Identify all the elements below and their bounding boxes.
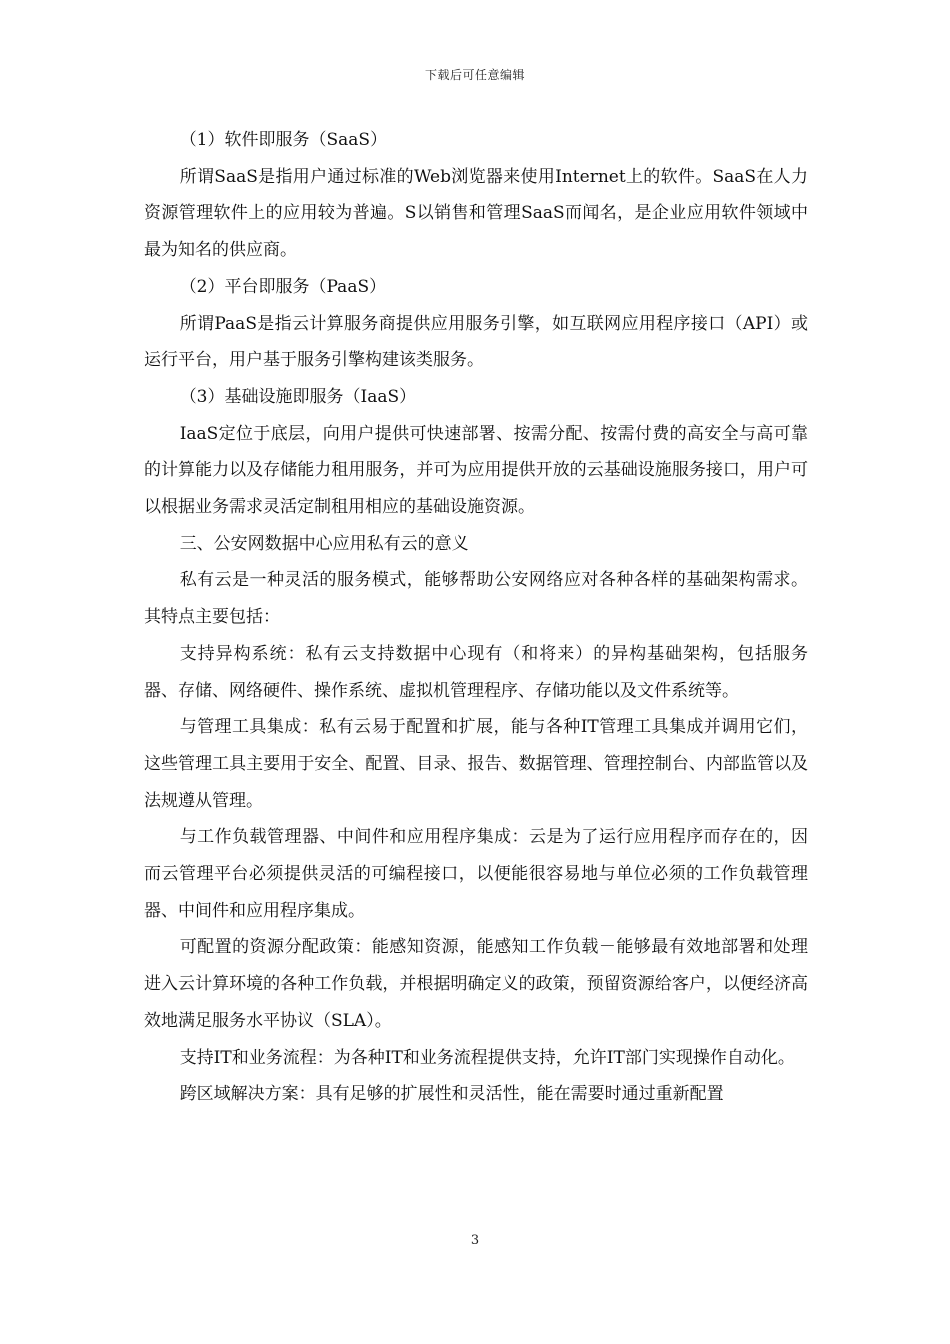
paragraph-management-tools: 与管理工具集成：私有云易于配置和扩展，能与各种IT管理工具集成并调用它们，这些管理工具主要用于安全、配置、目录、报告、数据管理、管理控制台、内部监管以及法规遵从管理。: [144, 717, 808, 811]
document-body: [144, 122, 808, 1113]
page-number: 3: [470, 1233, 480, 1248]
chapter-heading-private-cloud: 三、公安网数据中心应用私有云的意义: [179, 533, 469, 554]
paragraph-iaas-definition: IaaS定位于底层，向用户提供可快速部署、按需分配、按需付费的高安全与高可靠的计算能力以及存储能力租用服务，并可为应用提供开放的云基础设施服务接口，用户可以根据业务需求灵活定制租用相应的基础设施资源。: [144, 423, 808, 518]
paragraph-resource-policy: 可配置的资源分配政策：能感知资源，能感知工作负载－能够最有效地部署和处理进入云计算环境的各种工作负载，并根据明确定义的政策，预留资源给客户，以便经济高效地满足服务水平协议（SLA）。: [144, 937, 808, 1031]
page-header: 下载后可任意编辑: [424, 68, 525, 82]
paragraph-paas-definition: 所谓PaaS是指云计算服务商提供应用服务引擎，如互联网应用程序接口（API）或运行平台，用户基于服务引擎构建该类服务。: [144, 313, 808, 371]
section-heading-iaas: （3）基础设施即服务（IaaS）: [179, 386, 417, 407]
paragraph-private-cloud-intro: 私有云是一种灵活的服务模式，能够帮助公安网络应对各种各样的基础架构需求。其特点主要包括：: [144, 570, 808, 628]
paragraph-workload-integration: 与工作负载管理器、中间件和应用程序集成：云是为了运行应用程序而存在的，因而云管理平台必须提供灵活的可编程接口，以便能很容易地与单位必须的工作负载管理器、中间件和应用程序集成。: [144, 827, 808, 921]
section-heading-saas: （1）软件即服务（SaaS）: [179, 130, 388, 150]
paragraph-it-business-process: 支持IT和业务流程：为各种IT和业务流程提供支持，允许IT部门实现操作自动化。: [179, 1047, 795, 1068]
paragraph-heterogeneous-systems: 支持异构系统：私有云支持数据中心现有（和将来）的异构基础架构，包括服务器、存储、网络硬件、操作系统、虚拟机管理程序、存储功能以及文件系统等。: [144, 643, 808, 701]
paragraph-saas-definition: 所谓SaaS是指用户通过标准的Web浏览器来使用Internet上的软件。SaaS在人力资源管理软件上的应用较为普遍。S以销售和管理SaaS而闻名，是企业应用软件领域中最为知名的供应商。: [144, 166, 808, 261]
section-heading-paas: （2）平台即服务（PaaS）: [179, 276, 387, 297]
paragraph-cross-region: 跨区域解决方案：具有足够的扩展性和灵活性，能在需要时通过重新配置: [179, 1084, 724, 1105]
